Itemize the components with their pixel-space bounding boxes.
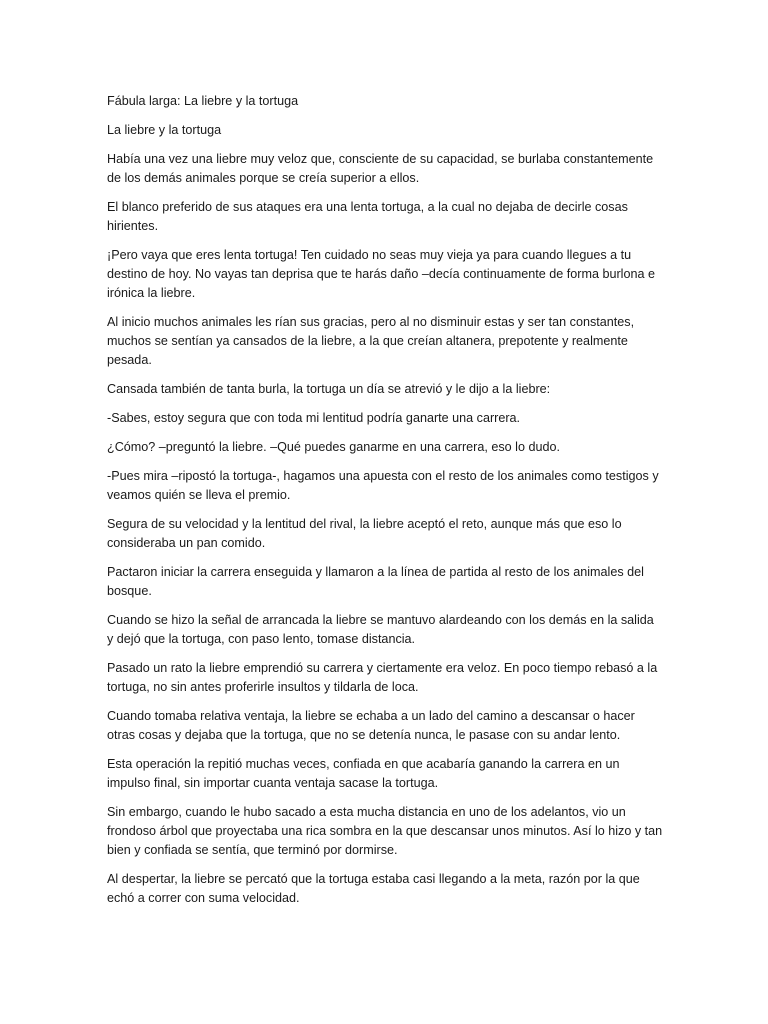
- paragraph: Al despertar, la liebre se percató que la tortuga estaba casi llegando a la meta, razón por la que echó a correr con suma velocidad.: [107, 872, 640, 905]
- paragraph: Esta operación la repitió muchas veces, confiada en que acabaría ganando la carrera en un impulso final, sin importar cuanta ventaja sacase la tortuga.: [107, 757, 620, 790]
- paragraph: ¡Pero vaya que eres lenta tortuga! Ten cuidado no seas muy vieja ya para cuando llegues a tu destino de hoy. No vayas tan deprisa que te harás daño –decía continuamente de forma burlona e irónica la liebre.: [107, 248, 655, 300]
- paragraph: ¿Cómo? –preguntó la liebre. –Qué puedes ganarme en una carrera, eso lo dudo.: [107, 440, 560, 454]
- paragraph: -Sabes, estoy segura que con toda mi lentitud podría ganarte una carrera.: [107, 411, 521, 425]
- paragraph: -Pues mira –ripostó la tortuga-, hagamos una apuesta con el resto de los animales como testigos y veamos quién se lleva el premio.: [107, 469, 659, 502]
- document-subtitle: La liebre y la tortuga: [107, 123, 222, 137]
- paragraph: Cuando tomaba relativa ventaja, la liebre se echaba a un lado del camino a descansar o hacer otras cosas y dejaba que la tortuga, que no se detenía nunca, le pasase con su andar lento.: [107, 709, 635, 742]
- paragraph: Segura de su velocidad y la lentitud del rival, la liebre aceptó el reto, aunque más que eso lo consideraba un pan comido.: [107, 517, 622, 550]
- paragraph: Cansada también de tanta burla, la tortuga un día se atrevió y le dijo a la liebre:: [107, 382, 551, 396]
- paragraph: Sin embargo, cuando le hubo sacado a esta mucha distancia en uno de los adelantos, vio un frondoso árbol que proyectaba una rica sombra en la que descansar unos minutos. Así lo hizo y tan bien y confiada se sentía, que terminó por dormirse.: [107, 805, 663, 857]
- paragraph: Había una vez una liebre muy veloz que, consciente de su capacidad, se burlaba constantemente de los demás animales porque se creía superior a ellos.: [107, 152, 654, 185]
- document-title: Fábula larga: La liebre y la tortuga: [107, 94, 299, 108]
- paragraph: El blanco preferido de sus ataques era una lenta tortuga, a la cual no dejaba de decirle cosas hirientes.: [107, 200, 628, 233]
- paragraph: Pactaron iniciar la carrera enseguida y llamaron a la línea de partida al resto de los animales del bosque.: [107, 565, 644, 598]
- document-page: [107, 92, 663, 918]
- paragraph: Al inicio muchos animales les rían sus gracias, pero al no disminuir estas y ser tan constantes, muchos se sentían ya cansados de la liebre, a la que creían altanera, prepotente y realmente pesada.: [107, 315, 635, 367]
- paragraph: Pasado un rato la liebre emprendió su carrera y ciertamente era veloz. En poco tiempo rebasó a la tortuga, no sin antes proferirle insultos y tildarla de loca.: [107, 661, 658, 694]
- paragraph: Cuando se hizo la señal de arrancada la liebre se mantuvo alardeando con los demás en la salida y dejó que la tortuga, con paso lento, tomase distancia.: [107, 613, 654, 646]
